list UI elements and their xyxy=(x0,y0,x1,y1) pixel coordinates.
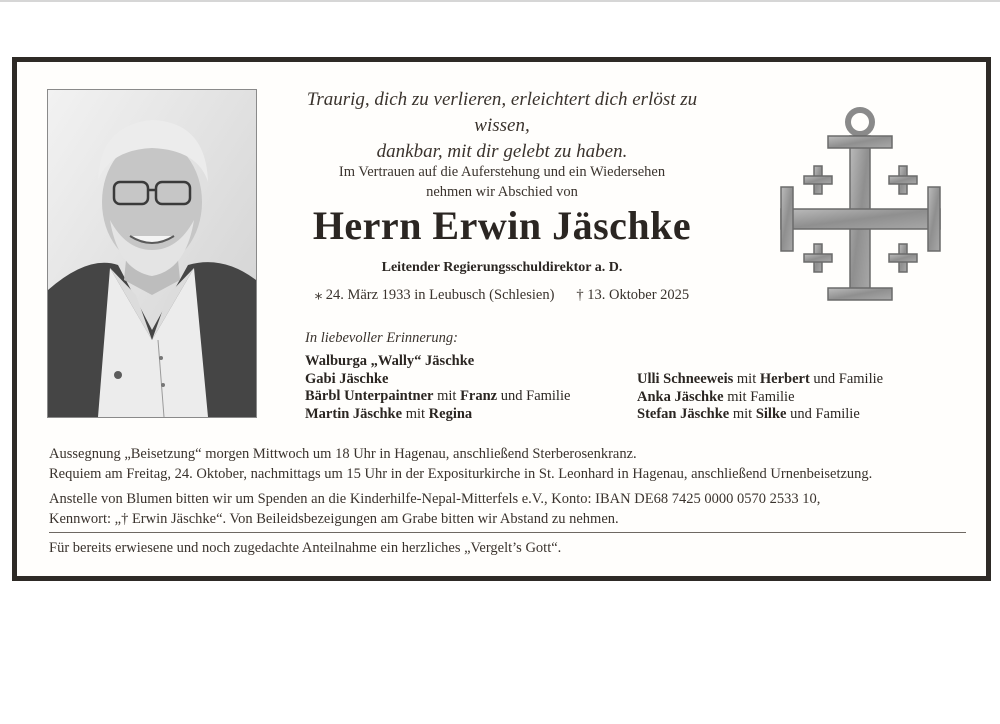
intro-line-2: nehmen wir Abschied von xyxy=(426,184,578,200)
quote-line-2: dankbar, mit dir gelebt zu haben. xyxy=(376,141,628,162)
family-member: Walburga „Wally“ Jäschke xyxy=(305,353,475,369)
portrait-photo xyxy=(47,89,257,418)
intro-text xyxy=(277,162,727,202)
memory-heading: In liebevoller Erinnerung: xyxy=(305,330,459,346)
donation-line-2: Kennwort: „† Erwin Jäschke“. Von Beileidsbezeigungen am Grabe bitten wir Abstand zu nehmen. xyxy=(49,510,619,527)
service-line-2: Requiem am Freitag, 24. Oktober, nachmittags um 15 Uhr in der Expositurkirche in St. Leonhard in Hagenau, anschließend Urnenbeisetzung. xyxy=(49,465,873,482)
donation-line-1: Anstelle von Blumen bitten wir um Spenden an die Kinderhilfe-Nepal-Mitterfels e.V., Konto: IBAN DE68 7425 0000 0570 2533 10, xyxy=(49,491,821,507)
family-member: Anka Jäschke mit Familie xyxy=(637,388,795,405)
service-details xyxy=(49,445,969,484)
quote-line-1: Traurig, dich zu verlieren, erleichtert dich erlöst zu wissen, xyxy=(306,89,698,136)
birth-date: ⁎ 24. März 1933 in Leubusch (Schlesien) xyxy=(314,287,555,303)
obituary-notice xyxy=(12,57,991,581)
top-divider xyxy=(0,0,1000,2)
family-member: Martin Jäschke mit Regina xyxy=(305,405,473,422)
death-date: † 13. Oktober 2025 xyxy=(576,287,690,303)
service-line-1: Aussegnung „Beisetzung“ morgen Mittwoch um 18 Uhr in Hagenau, anschließend Sterberosenkranz. xyxy=(49,446,637,462)
donation-details xyxy=(49,490,969,529)
family-list-left xyxy=(305,353,570,423)
family-list-right xyxy=(637,371,883,424)
family-member: Ulli Schneeweis mit Herbert und Familie xyxy=(637,371,884,387)
jerusalem-cross-icon xyxy=(773,104,948,309)
thanks-text: Für bereits erwiesene und noch zugedachte Anteilnahme ein herzliches „Vergelt’s Gott“. xyxy=(49,540,562,556)
deceased-name: Herrn Erwin Jäschke xyxy=(312,203,692,248)
deceased-title: Leitender Regierungsschuldirektor a. D. xyxy=(381,260,623,275)
intro-line-1: Im Vertrauen auf die Auferstehung und ein Wiedersehen xyxy=(338,164,666,180)
family-member: Gabi Jäschke xyxy=(305,370,389,387)
family-member: Bärbl Unterpaintner mit Franz und Familie xyxy=(305,388,571,404)
divider-line xyxy=(49,532,966,533)
quote xyxy=(277,87,727,165)
life-dates xyxy=(277,287,727,304)
family-member: Stefan Jäschke mit Silke und Familie xyxy=(637,406,860,422)
